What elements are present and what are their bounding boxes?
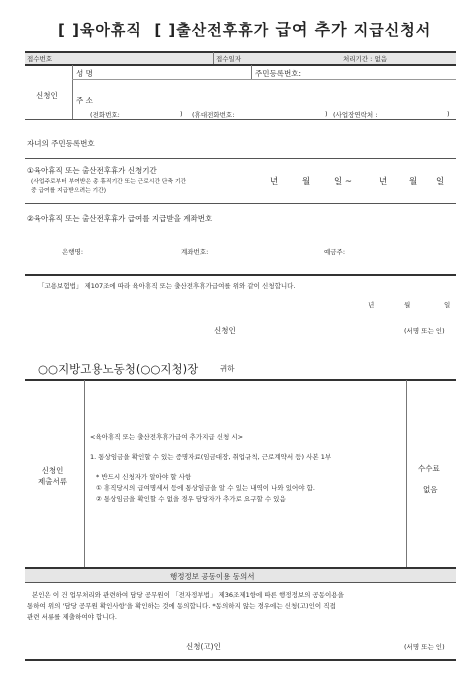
statement-day[interactable]: 일 [444, 301, 451, 309]
recipient-office: ○○지방고용노동청(○○지청)장 [38, 362, 199, 376]
statement-year[interactable]: 년 [368, 301, 375, 309]
applicant-rrn-field[interactable]: 주민등록번호: [255, 69, 301, 78]
documents-note-heading: * 반드시 신청자가 알아야 할 사항 [96, 473, 192, 481]
consent-line-3: 관련 서류를 제출하여야 합니다. [27, 613, 117, 621]
workplace-paren: ) [447, 110, 450, 118]
consent-signer: 신청(고)인 [186, 642, 221, 651]
phone-field[interactable]: (전화번호: [90, 111, 120, 119]
processing-period-label: 처리기간 : 없음 [343, 55, 387, 63]
title-suffix: 지급신청서 [353, 21, 432, 39]
applicant-address-field[interactable]: 주 소 [76, 96, 93, 105]
bank-name-field[interactable]: 은행명: [62, 248, 84, 256]
child-rrn-field[interactable]: 자녀의 주민등록번호 [27, 139, 95, 148]
title-option-maternity: 출산전후휴가 [176, 21, 270, 39]
consent-signature[interactable]: (서명 또는 인) [404, 643, 445, 651]
receipt-date-label: 접수일자 [216, 55, 242, 63]
period-note-2: 중 급여를 지급받으려는 기간) [31, 188, 106, 194]
title-emphasis-benefit: 급여 [275, 20, 309, 39]
period-end-year[interactable]: 년 [379, 177, 388, 187]
childcare-checkbox[interactable]: [ ] [58, 21, 80, 39]
period-end-month[interactable]: 월 [409, 177, 418, 187]
workplace-contact-field[interactable]: (사업장연락처 : [333, 111, 378, 119]
title-emphasis-additional: 추가 [314, 20, 348, 39]
applicant-name-field[interactable]: 성 명 [76, 69, 93, 78]
account-holder-field[interactable]: 예금주: [324, 248, 346, 256]
maternity-checkbox[interactable]: [ ] [154, 21, 177, 39]
receipt-number-label: 접수번호 [27, 55, 53, 63]
statement-signature[interactable]: (서명 또는 인) [404, 327, 445, 335]
period-start-month[interactable]: 월 [302, 177, 311, 187]
period-label: ①육아휴직 또는 출산전후휴가 신청기간 [27, 166, 157, 175]
documents-label [38, 465, 67, 487]
documents-note-1: ① 휴직당시의 급여명세서 등에 통상임금을 알 수 있는 내역이 나와 있어야 함. [96, 484, 315, 492]
recipient-honorific: 귀하 [220, 364, 235, 373]
consent-line-1: 본인은 이 건 업무처리와 관련하여 담당 공무원이 「전자정부법」 제36조제1항에 따른 행정정보의 공동이용을 [32, 591, 344, 599]
statement-text: 「고용보험법」 제107조에 따라 육아휴직 또는 출산전후휴가급여를 위와 같이 신청합니다. [38, 282, 296, 290]
fee-value: 없음 [423, 485, 438, 494]
period-start-year[interactable]: 년 [270, 177, 279, 187]
period-end-day[interactable]: 일 [436, 177, 445, 187]
applicant-label: 신청인 [36, 91, 58, 100]
documents-item-1: 1. 통상임금을 확인할 수 있는 증명자료(임금대장, 취업규칙, 근로계약서 등) 사본 1부 [90, 453, 332, 461]
period-note-1: (사업주로부터 부여받은 총 휴직기간 또는 근로시간 단축 기간 [31, 179, 187, 185]
consent-line-2: 통하여 위의 '담당 공무원 확인사항'을 확인하는 것에 동의합니다. *동의하지 않는 경우에는 신청(고)인이 직접 [27, 602, 336, 610]
documents-label-line1: 신청인 [41, 466, 64, 475]
account-number-field[interactable]: 계좌번호: [181, 248, 209, 256]
statement-month[interactable]: 월 [404, 301, 411, 309]
documents-note-2: ② 통상임금을 확인할 수 없을 경우 담당자가 추가로 요구할 수 있음 [96, 495, 286, 503]
title-option-childcare: 육아휴직 [79, 21, 142, 39]
statement-signer: 신청인 [214, 326, 236, 335]
period-start-day[interactable]: 일 ~ [334, 177, 353, 187]
form-title [58, 17, 431, 40]
mobile-paren: ) [325, 110, 328, 118]
mobile-field[interactable]: (휴대전화번호: [192, 111, 235, 119]
documents-label-line2: 제출서류 [38, 477, 67, 486]
documents-heading: <육아휴직 또는 출산전후휴가급여 추가지급 신청 시> [90, 433, 244, 441]
account-label: ②육아휴직 또는 출산전후휴가 급여를 지급받을 계좌번호 [27, 214, 213, 223]
phone-paren: ) [180, 110, 183, 118]
fee-label: 수수료 [418, 464, 440, 473]
consent-heading: 행정정보 공동이용 동의서 [170, 572, 255, 581]
